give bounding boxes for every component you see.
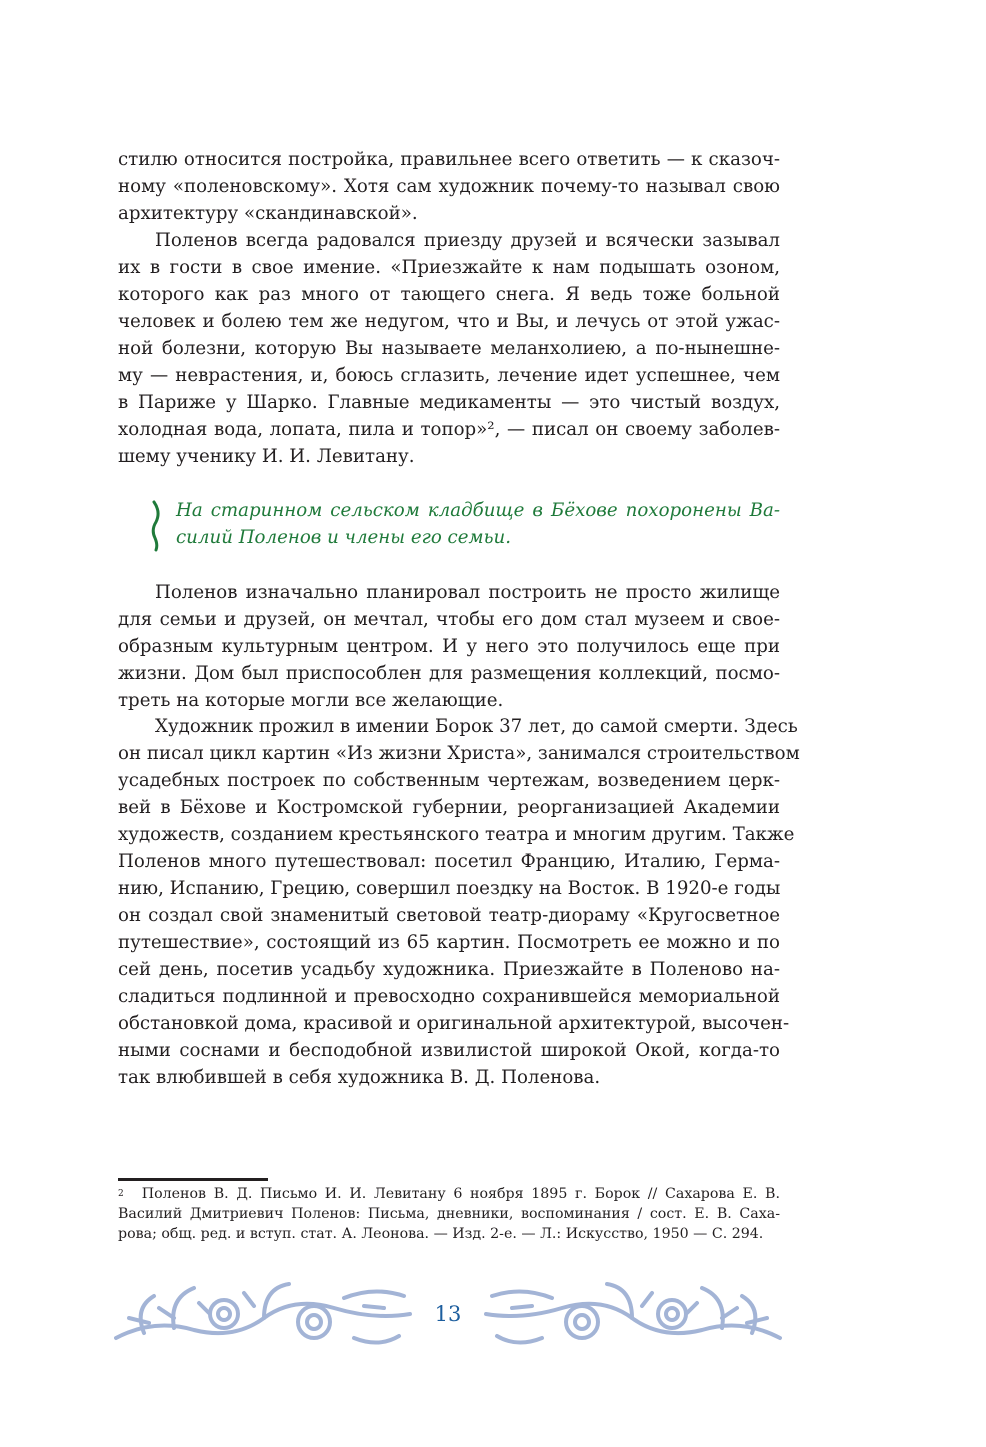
text-line: художеств, созданием крестьянского театра и многим другим. Также [118, 824, 795, 845]
text-line: холодная вода, лопата, пила и топор»², — писал он своему заболев- [118, 419, 780, 440]
text-line: ному «поленовскому». Хотя сам художник почему-то называл свою [118, 176, 780, 197]
text-line: их в гости в свое имение. «Приезжайте к нам подышать озоном, [118, 257, 780, 278]
page-number: 13 [434, 1302, 462, 1326]
text-line: путешествие», состоящий из 65 картин. Посмотреть ее можно и по [118, 932, 780, 953]
paragraph [118, 579, 780, 714]
text-line: так влюбившей в себя художника В. Д. Поленова. [118, 1067, 601, 1088]
text-line: Поленов много путешествовал: посетил Францию, Италию, Герма- [118, 851, 780, 872]
text-line: Художник прожил в имении Борок 37 лет, до самой смерти. Здесь [155, 716, 798, 737]
text-line: человек и болею тем же недугом, что и Вы, и лечусь от этой ужас- [118, 311, 780, 332]
quote-brace-icon [150, 500, 164, 552]
text-line: в Париже у Шарко. Главные медикаменты — это чистый воздух, [118, 392, 780, 413]
text-line: $^2$ Поленов В. Д. Письмо И. И. Левитану 6 ноября 1895 г. Борок // Сахарова Е. В. [118, 1186, 780, 1202]
text-line: жизни. Дом был приспособлен для размещения коллекций, посмо- [118, 663, 780, 684]
paragraph [118, 146, 780, 227]
text-line: шему ученику И. И. Левитану. [118, 446, 415, 467]
text-line: сей день, посетив усадьбу художника. Приезжайте в Поленово на- [118, 959, 780, 980]
text-line: стилю относится постройка, правильнее всего ответить — к сказоч- [118, 149, 780, 170]
text-line: рова; общ. ред. и вступ. стат. А. Леонова. — Изд. 2-е. — Л.: Искусство, 1950 — С. 294. [118, 1226, 764, 1242]
footnote-divider [118, 1178, 268, 1181]
text-line: На старинном сельском кладбище в Бёхове похоронены Ва- [176, 500, 780, 521]
pull-quote [176, 497, 780, 551]
paragraph [118, 713, 800, 1091]
left-floral-ornament-icon [114, 1278, 412, 1350]
footnote [118, 1184, 780, 1244]
text-line: образным культурным центром. И у него это получилось еще при [118, 636, 780, 657]
footnote-mark: 2 [118, 1189, 124, 1199]
paragraph [118, 227, 780, 470]
text-line: он писал цикл картин «Из жизни Христа», занимался строительством [118, 743, 800, 764]
right-floral-ornament-icon [484, 1278, 782, 1350]
text-line: ными соснами и бесподобной извилистой широкой Окой, когда-то [118, 1040, 780, 1061]
text-line: нию, Испанию, Грецию, совершил поездку на Восток. В 1920-е годы [118, 878, 781, 899]
text-line: ной болезни, которую Вы называете меланхолиею, а по-нынешне- [118, 338, 780, 359]
text-line: Поленов всегда радовался приезду друзей и всячески зазывал [155, 230, 780, 251]
text-line: Поленов изначально планировал построить не просто жилище [155, 582, 780, 603]
text-line: усадебных построек по собственным чертежам, возведением церк- [118, 770, 780, 791]
text-line: треть на которые могли все желающие. [118, 690, 504, 711]
text-line: Василий Дмитриевич Поленов: Письма, дневники, воспоминания / сост. Е. В. Саха- [118, 1206, 780, 1222]
text-line: обстановкой дома, красивой и оригинальной архитектурой, высочен- [118, 1013, 790, 1034]
text-line: силий Поленов и члены его семьи. [176, 527, 511, 548]
text-line: сладиться подлинной и превосходно сохранившейся мемориальной [118, 986, 780, 1007]
text-line: вей в Бёхове и Костромской губернии, реорганизацией Академии [118, 797, 780, 818]
text-line: для семьи и друзей, он мечтал, чтобы его дом стал музеем и свое- [118, 609, 780, 630]
text-line: архитектуру «скандинавской». [118, 203, 418, 224]
text-line: которого как раз много от тающего снега. Я ведь тоже больной [118, 284, 780, 305]
text-line: му — неврастения, и, боюсь сглазить, лечение идет успешнее, чем [118, 365, 780, 386]
text-line: он создал свой знаменитый световой театр-диораму «Кругосветное [118, 905, 780, 926]
